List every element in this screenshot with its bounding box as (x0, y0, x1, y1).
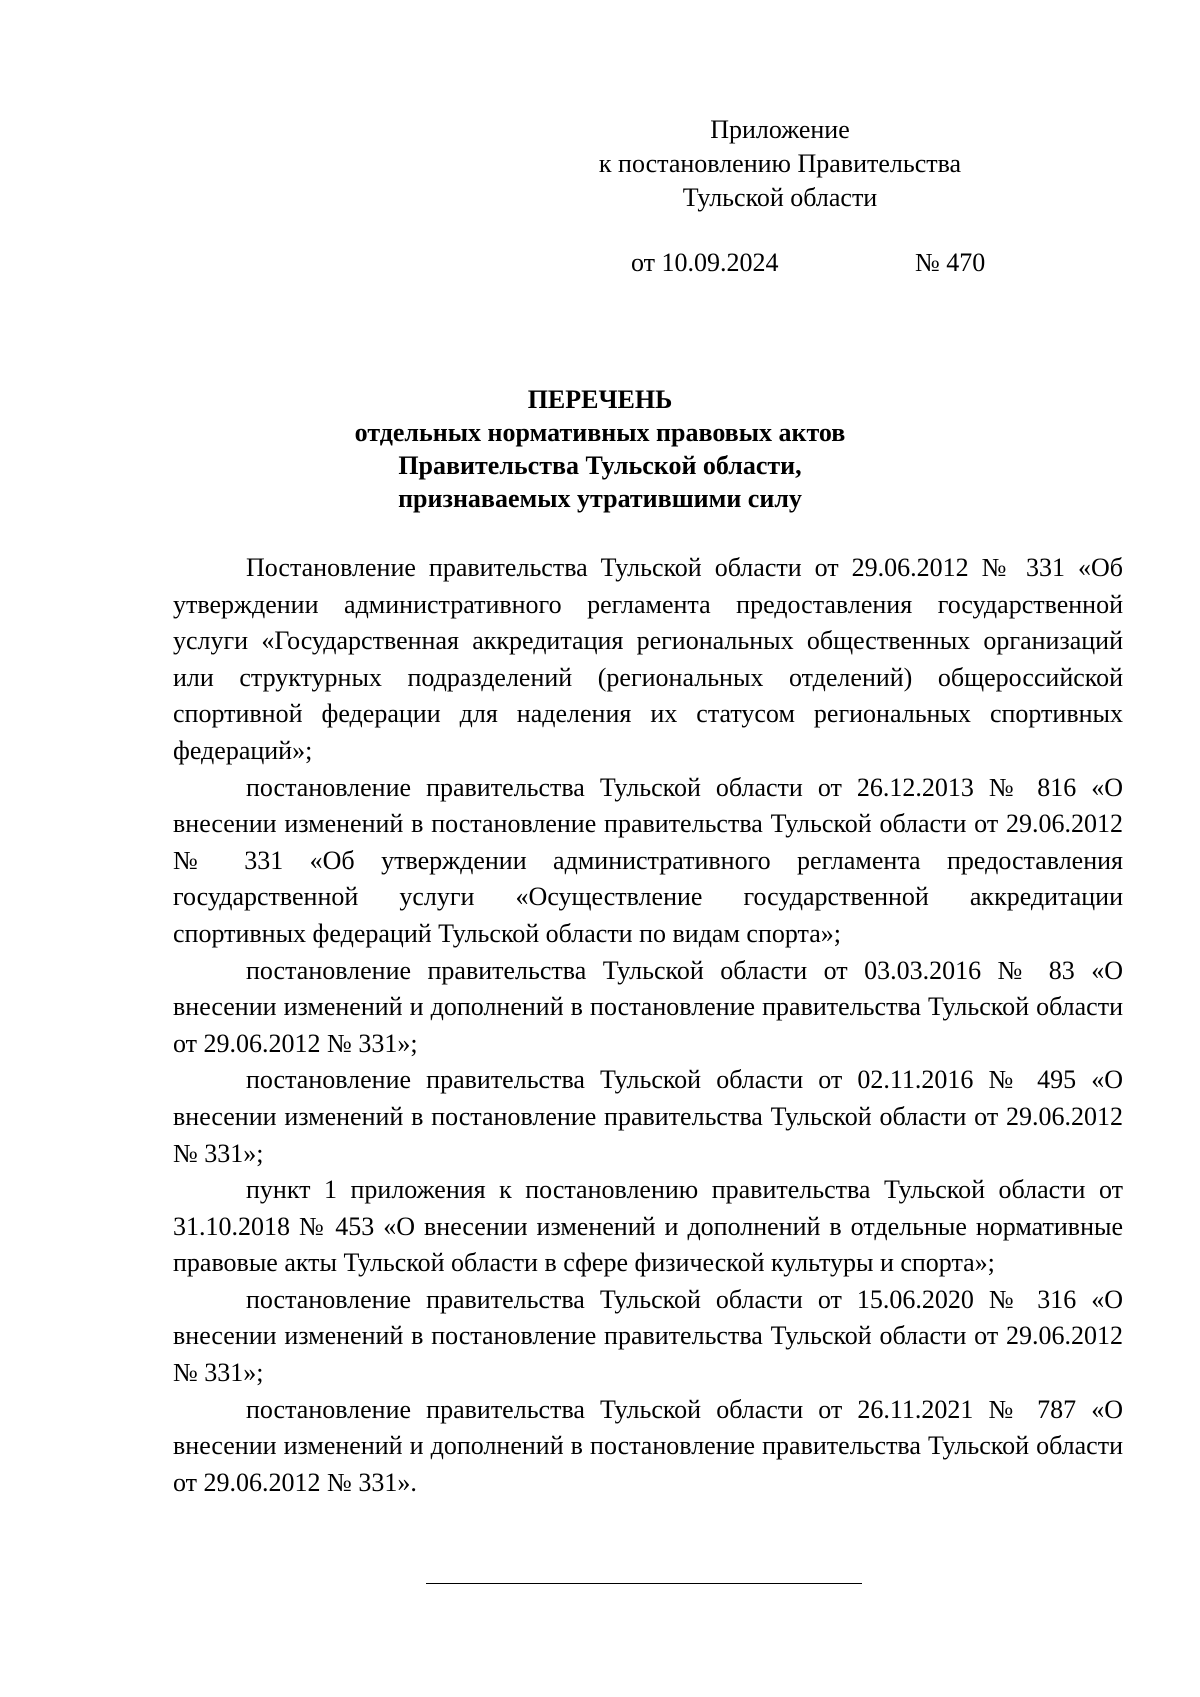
appendix-header (580, 113, 980, 215)
title-subline-3: признаваемых утратившими силу (398, 484, 802, 513)
list-item: постановление правительства Тульской области от 26.12.2013 № 816 «О внесении изменений в постановление правительства Тульской области от 29.06.2012 № 331 «Об утверждении административного регламента предоставления государственной услуги «Осуществление государственной аккредитации спортивных федераций Тульской области по видам спорта»; (173, 772, 1123, 948)
closing-divider (426, 1583, 862, 1584)
title-subline-1: отдельных нормативных правовых актов (354, 418, 846, 447)
list-item: пункт 1 приложения к постановлению правительства Тульской области от 31.10.2018 № 453 «О внесении изменений и дополнений в отдельные нормативные правовые акты Тульской области в сфере физической культуры и спорта»; (173, 1175, 1123, 1278)
list-item: постановление правительства Тульской области от 15.06.2020 № 316 «О внесении изменений в постановление правительства Тульской области от 29.06.2012 № 331»; (173, 1284, 1123, 1388)
appendix-reference: к постановлению Правительства (598, 149, 962, 178)
list-item: постановление правительства Тульской области от 03.03.2016 № 83 «О внесении изменений и дополнений в постановление правительства Тульской области от 29.06.2012 № 331»; (173, 955, 1123, 1058)
appendix-label: Приложение (710, 115, 850, 144)
title-subline-2: Правительства Тульской области, (398, 451, 802, 480)
list-item: Постановление правительства Тульской области от 29.06.2012 № 331 «Об утверждении административного регламента предоставления государственной услуги «Государственная аккредитация региональных общественных организаций или структурных подразделений (региональных отделений) общероссийской спортивной федерации для наделения их статусом региональных спортивных федераций»; (173, 553, 1123, 765)
title-heading: ПЕРЕЧЕНЬ (527, 385, 673, 414)
document-number: № 470 (915, 248, 986, 277)
list-item: постановление правительства Тульской области от 02.11.2016 № 495 «О внесении изменений в постановление правительства Тульской области от 29.06.2012 № 331»; (173, 1065, 1123, 1168)
acts-list (173, 550, 1123, 1501)
document-date: от 10.09.2024 (631, 248, 779, 277)
list-item: постановление правительства Тульской области от 26.11.2021 № 787 «О внесении изменений и дополнений в постановление правительства Тульской области от 29.06.2012 № 331». (173, 1394, 1123, 1497)
document-title (160, 383, 1040, 515)
appendix-region: Тульской области (682, 183, 878, 212)
